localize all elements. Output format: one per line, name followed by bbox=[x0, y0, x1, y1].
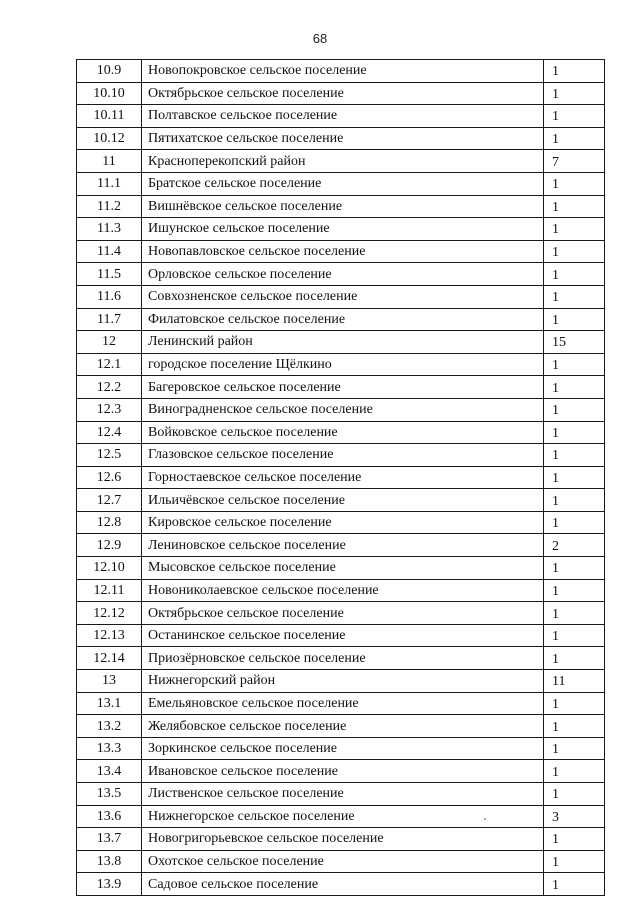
settlement-name-cell: Зоркинское сельское поселение bbox=[142, 737, 544, 760]
table-row bbox=[77, 376, 605, 399]
table-row bbox=[77, 60, 605, 83]
settlement-name-cell: Мысовское сельское поселение bbox=[142, 557, 544, 580]
row-number-cell: 13.4 bbox=[77, 760, 142, 783]
settlement-name-cell: Глазовское сельское поселение bbox=[142, 444, 544, 467]
table-row bbox=[77, 692, 605, 715]
row-number-cell: 10.9 bbox=[77, 60, 142, 83]
row-number-cell: 10.10 bbox=[77, 82, 142, 105]
settlement-name-cell: Горностаевское сельское поселение bbox=[142, 466, 544, 489]
count-cell: 1 bbox=[544, 624, 605, 647]
table-row bbox=[77, 331, 605, 354]
table-row bbox=[77, 285, 605, 308]
count-cell: 1 bbox=[544, 579, 605, 602]
count-cell: 1 bbox=[544, 195, 605, 218]
row-number-cell: 12.1 bbox=[77, 353, 142, 376]
table-row bbox=[77, 444, 605, 467]
settlement-name-cell: Лиственское сельское поселение bbox=[142, 783, 544, 806]
count-cell: 1 bbox=[544, 737, 605, 760]
settlements-table bbox=[76, 59, 605, 896]
settlement-name-cell: Войковское сельское поселение bbox=[142, 421, 544, 444]
table-row bbox=[77, 489, 605, 512]
row-number-cell: 11.7 bbox=[77, 308, 142, 331]
table-row bbox=[77, 150, 605, 173]
settlement-name-cell: Братское сельское поселение bbox=[142, 172, 544, 195]
table-row bbox=[77, 647, 605, 670]
row-number-cell: 13.6 bbox=[77, 805, 142, 828]
row-number-cell: 13 bbox=[77, 670, 142, 693]
count-cell: 1 bbox=[544, 850, 605, 873]
table-row bbox=[77, 624, 605, 647]
count-cell: 1 bbox=[544, 466, 605, 489]
settlement-name-cell: Новогригорьевское сельское поселение bbox=[142, 828, 544, 851]
count-cell: 1 bbox=[544, 783, 605, 806]
table-row bbox=[77, 218, 605, 241]
row-number-cell: 11.2 bbox=[77, 195, 142, 218]
count-cell: 1 bbox=[544, 376, 605, 399]
table-row bbox=[77, 172, 605, 195]
row-number-cell: 10.11 bbox=[77, 105, 142, 128]
table-row bbox=[77, 195, 605, 218]
settlement-name-cell: Приозёрновское сельское поселение bbox=[142, 647, 544, 670]
count-cell: 3 bbox=[544, 805, 605, 828]
row-number-cell: 11 bbox=[77, 150, 142, 173]
table-row bbox=[77, 873, 605, 896]
settlement-name-cell: Ивановское сельское поселение bbox=[142, 760, 544, 783]
count-cell: 1 bbox=[544, 511, 605, 534]
row-number-cell: 12.14 bbox=[77, 647, 142, 670]
count-cell: 1 bbox=[544, 828, 605, 851]
settlement-name-cell: Садовое сельское поселение bbox=[142, 873, 544, 896]
settlement-name-cell: Октябрьское сельское поселение bbox=[142, 82, 544, 105]
settlement-name-cell: Лениновское сельское поселение bbox=[142, 534, 544, 557]
settlement-name-cell: Филатовское сельское поселение bbox=[142, 308, 544, 331]
table-body bbox=[77, 60, 605, 896]
row-number-cell: 13.3 bbox=[77, 737, 142, 760]
row-number-cell: 12.5 bbox=[77, 444, 142, 467]
row-number-cell: 11.4 bbox=[77, 240, 142, 263]
settlement-name-cell: Новониколаевское сельское поселение bbox=[142, 579, 544, 602]
settlement-name-cell: Багеровское сельское поселение bbox=[142, 376, 544, 399]
count-cell: 1 bbox=[544, 240, 605, 263]
settlement-name-cell: Нижнегорский район bbox=[142, 670, 544, 693]
table-row bbox=[77, 398, 605, 421]
count-cell: 11 bbox=[544, 670, 605, 693]
settlement-name-cell: Пятихатское сельское поселение bbox=[142, 127, 544, 150]
count-cell: 1 bbox=[544, 557, 605, 580]
count-cell: 1 bbox=[544, 308, 605, 331]
settlement-name-cell: Красноперекопский район bbox=[142, 150, 544, 173]
table-row bbox=[77, 828, 605, 851]
table-row bbox=[77, 263, 605, 286]
row-number-cell: 13.2 bbox=[77, 715, 142, 738]
table-row bbox=[77, 511, 605, 534]
settlement-name-cell: Орловское сельское поселение bbox=[142, 263, 544, 286]
table-row bbox=[77, 715, 605, 738]
settlement-name-cell: Останинское сельское поселение bbox=[142, 624, 544, 647]
table-row bbox=[77, 602, 605, 625]
row-number-cell: 12.6 bbox=[77, 466, 142, 489]
table-row bbox=[77, 783, 605, 806]
settlement-name-cell: Кировское сельское поселение bbox=[142, 511, 544, 534]
table-row bbox=[77, 557, 605, 580]
settlement-name-cell: Совхозненское сельское поселение bbox=[142, 285, 544, 308]
row-number-cell: 13.1 bbox=[77, 692, 142, 715]
settlement-name-cell: Вишнёвское сельское поселение bbox=[142, 195, 544, 218]
settlement-name-cell: Желябовское сельское поселение bbox=[142, 715, 544, 738]
settlement-name-cell: Ленинский район bbox=[142, 331, 544, 354]
count-cell: 1 bbox=[544, 760, 605, 783]
count-cell: 1 bbox=[544, 127, 605, 150]
settlement-name-cell: городское поселение Щёлкино bbox=[142, 353, 544, 376]
settlement-name-cell: Ильичёвское сельское поселение bbox=[142, 489, 544, 512]
scan-speck bbox=[484, 818, 486, 820]
row-number-cell: 12.8 bbox=[77, 511, 142, 534]
row-number-cell: 11.6 bbox=[77, 285, 142, 308]
row-number-cell: 12.11 bbox=[77, 579, 142, 602]
row-number-cell: 12.9 bbox=[77, 534, 142, 557]
count-cell: 1 bbox=[544, 82, 605, 105]
count-cell: 1 bbox=[544, 873, 605, 896]
count-cell: 1 bbox=[544, 218, 605, 241]
table-row bbox=[77, 579, 605, 602]
table-row bbox=[77, 670, 605, 693]
settlement-name-cell: Полтавское сельское поселение bbox=[142, 105, 544, 128]
row-number-cell: 13.5 bbox=[77, 783, 142, 806]
count-cell: 1 bbox=[544, 60, 605, 83]
table-row bbox=[77, 308, 605, 331]
count-cell: 1 bbox=[544, 444, 605, 467]
count-cell: 1 bbox=[544, 647, 605, 670]
settlement-name-cell: Охотское сельское поселение bbox=[142, 850, 544, 873]
table-row bbox=[77, 850, 605, 873]
settlement-name-cell: Ишунское сельское поселение bbox=[142, 218, 544, 241]
table-row bbox=[77, 421, 605, 444]
settlement-name-cell: Нижнегорское сельское поселение bbox=[142, 805, 544, 828]
count-cell: 1 bbox=[544, 715, 605, 738]
table-row bbox=[77, 240, 605, 263]
table-row bbox=[77, 737, 605, 760]
row-number-cell: 11.3 bbox=[77, 218, 142, 241]
row-number-cell: 13.8 bbox=[77, 850, 142, 873]
table-row bbox=[77, 760, 605, 783]
count-cell: 1 bbox=[544, 353, 605, 376]
count-cell: 1 bbox=[544, 489, 605, 512]
row-number-cell: 12.12 bbox=[77, 602, 142, 625]
row-number-cell: 11.1 bbox=[77, 172, 142, 195]
table-row bbox=[77, 127, 605, 150]
row-number-cell: 10.12 bbox=[77, 127, 142, 150]
count-cell: 2 bbox=[544, 534, 605, 557]
row-number-cell: 12.7 bbox=[77, 489, 142, 512]
table-row bbox=[77, 466, 605, 489]
count-cell: 1 bbox=[544, 172, 605, 195]
count-cell: 1 bbox=[544, 105, 605, 128]
count-cell: 1 bbox=[544, 398, 605, 421]
table-row bbox=[77, 353, 605, 376]
row-number-cell: 12.13 bbox=[77, 624, 142, 647]
table-row bbox=[77, 82, 605, 105]
row-number-cell: 12.3 bbox=[77, 398, 142, 421]
count-cell: 1 bbox=[544, 421, 605, 444]
count-cell: 15 bbox=[544, 331, 605, 354]
table-row bbox=[77, 105, 605, 128]
settlement-name-cell: Новопавловское сельское поселение bbox=[142, 240, 544, 263]
count-cell: 1 bbox=[544, 285, 605, 308]
row-number-cell: 13.9 bbox=[77, 873, 142, 896]
row-number-cell: 12.2 bbox=[77, 376, 142, 399]
count-cell: 1 bbox=[544, 692, 605, 715]
settlement-name-cell: Октябрьское сельское поселение bbox=[142, 602, 544, 625]
row-number-cell: 12.4 bbox=[77, 421, 142, 444]
count-cell: 1 bbox=[544, 263, 605, 286]
settlement-name-cell: Виноградненское сельское поселение bbox=[142, 398, 544, 421]
table-row bbox=[77, 805, 605, 828]
count-cell: 1 bbox=[544, 602, 605, 625]
row-number-cell: 11.5 bbox=[77, 263, 142, 286]
row-number-cell: 12.10 bbox=[77, 557, 142, 580]
page-number: 68 bbox=[312, 31, 328, 46]
settlement-name-cell: Новопокровское сельское поселение bbox=[142, 60, 544, 83]
count-cell: 7 bbox=[544, 150, 605, 173]
row-number-cell: 12 bbox=[77, 331, 142, 354]
settlement-name-cell: Емельяновское сельское поселение bbox=[142, 692, 544, 715]
table-row bbox=[77, 534, 605, 557]
row-number-cell: 13.7 bbox=[77, 828, 142, 851]
